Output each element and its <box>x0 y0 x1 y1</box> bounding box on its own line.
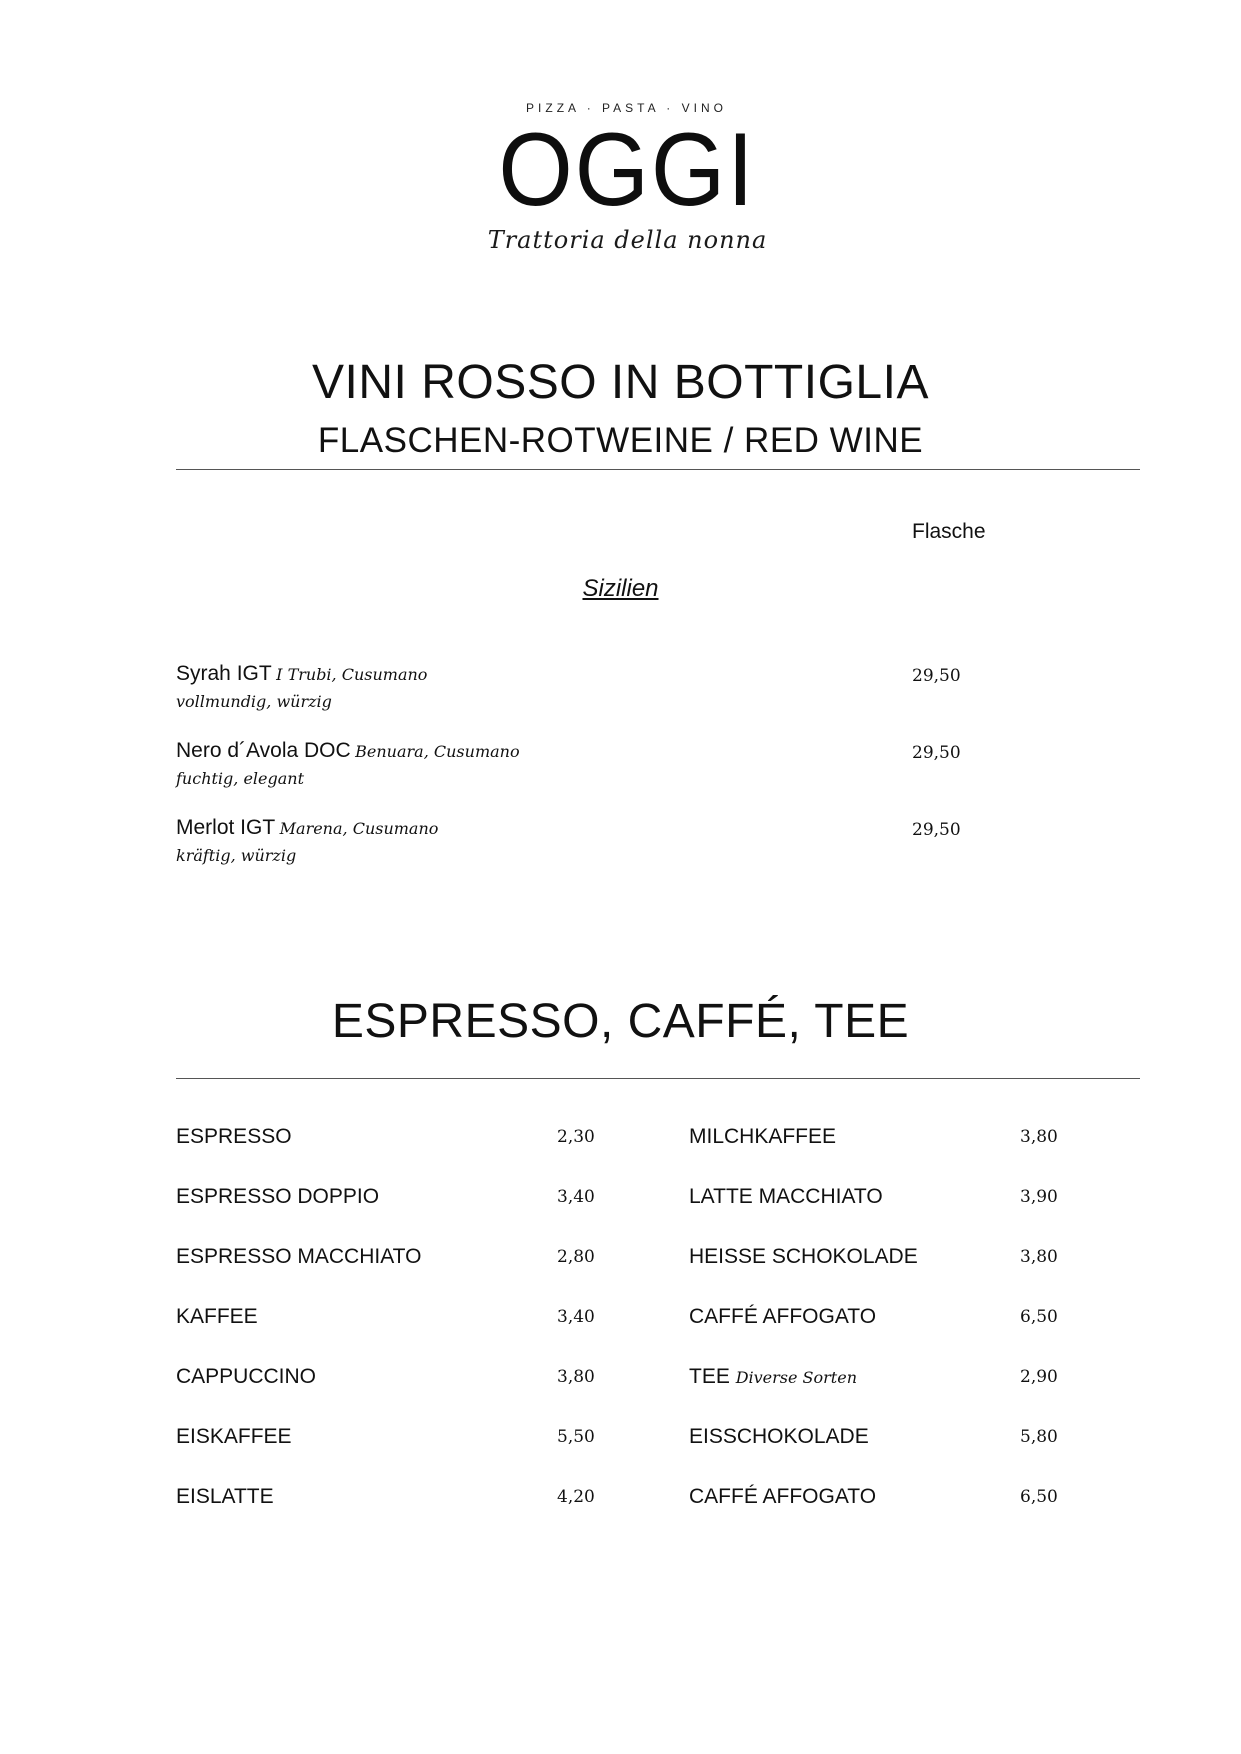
wine-producer: Benuara, Cusumano <box>355 742 520 761</box>
item-name: ESPRESSO DOPPIO <box>176 1185 380 1208</box>
wine-name: Nero d´Avola DOC <box>176 739 351 762</box>
item-price: 6,50 <box>1020 1487 1058 1507</box>
menu-item <box>176 1485 616 1545</box>
menu-item <box>689 1185 1129 1245</box>
wine-taste: vollmundig, würzig <box>176 692 332 711</box>
item-name <box>689 1365 857 1389</box>
item-note: Diverse Sorten <box>735 1368 857 1387</box>
menu-item <box>176 1245 616 1305</box>
wine-price: 29,50 <box>912 743 961 763</box>
logo-tagline: PIZZA · PASTA · VINO <box>526 101 727 115</box>
item-price: 2,90 <box>1020 1367 1058 1387</box>
menu-item <box>176 1125 616 1185</box>
item-price: 2,30 <box>557 1127 595 1147</box>
menu-item <box>689 1125 1129 1185</box>
menu-item <box>689 1425 1129 1485</box>
menu-item <box>689 1365 1129 1425</box>
item-price: 3,80 <box>1020 1247 1058 1267</box>
coffee-list-right <box>689 1125 1129 1545</box>
coffee-list-left <box>176 1125 616 1545</box>
item-name: MILCHKAFFEE <box>689 1125 837 1148</box>
item-name: ESPRESSO <box>176 1125 292 1148</box>
wine-producer: Marena, Cusumano <box>279 819 439 838</box>
menu-item <box>176 1185 616 1245</box>
item-price: 3,40 <box>557 1307 595 1327</box>
wine-item <box>176 816 1076 865</box>
item-price: 3,40 <box>557 1187 595 1207</box>
item-price: 3,80 <box>1020 1127 1058 1147</box>
menu-item <box>689 1485 1129 1545</box>
item-name: CAFFÉ AFFOGATO <box>689 1305 877 1328</box>
item-name: CAPPUCCINO <box>176 1365 317 1388</box>
logo-brand: OGGI <box>498 112 756 228</box>
item-name: ESPRESSO MACCHIATO <box>176 1245 422 1268</box>
wine-taste: kräftig, würzig <box>176 846 297 865</box>
wine-producer: I Trubi, Cusumano <box>276 665 428 684</box>
item-price: 4,20 <box>557 1487 595 1507</box>
wine-name: Merlot IGT <box>176 816 276 839</box>
item-name-text: TEE <box>689 1365 730 1388</box>
menu-item <box>689 1245 1129 1305</box>
logo-subtitle: Trattoria della nonna <box>487 226 768 254</box>
wine-section-divider <box>176 469 1140 470</box>
menu-item <box>176 1365 616 1425</box>
item-price: 6,50 <box>1020 1307 1058 1327</box>
item-price: 5,50 <box>557 1427 595 1447</box>
item-name: LATTE MACCHIATO <box>689 1185 883 1208</box>
menu-item <box>689 1305 1129 1365</box>
item-name: CAFFÉ AFFOGATO <box>689 1485 877 1508</box>
wine-taste: fuchtig, elegant <box>176 769 305 788</box>
item-name: KAFFEE <box>176 1305 258 1328</box>
item-name: EISSCHOKOLADE <box>689 1425 869 1448</box>
coffee-section-divider <box>176 1078 1140 1079</box>
wine-section-title: VINI ROSSO IN BOTTIGLIA <box>312 356 929 409</box>
coffee-section-title: ESPRESSO, CAFFÉ, TEE <box>331 995 910 1048</box>
price-column-header: Flasche <box>912 520 986 543</box>
item-name: EISLATTE <box>176 1485 274 1508</box>
wine-item <box>176 739 1076 788</box>
item-name: HEISSE SCHOKOLADE <box>689 1245 918 1268</box>
item-price: 3,90 <box>1020 1187 1058 1207</box>
item-name: EISKAFFEE <box>176 1425 292 1448</box>
menu-item <box>176 1425 616 1485</box>
menu-item <box>176 1305 616 1365</box>
wine-price: 29,50 <box>912 666 961 686</box>
wine-item <box>176 662 1076 711</box>
item-price: 5,80 <box>1020 1427 1058 1447</box>
wine-name: Syrah IGT <box>176 662 272 685</box>
wine-section-subtitle: FLASCHEN-ROTWEINE / RED WINE <box>317 421 924 460</box>
item-price: 3,80 <box>557 1367 595 1387</box>
item-price: 2,80 <box>557 1247 595 1267</box>
wine-price: 29,50 <box>912 820 961 840</box>
region-heading: Sizilien <box>582 575 659 602</box>
